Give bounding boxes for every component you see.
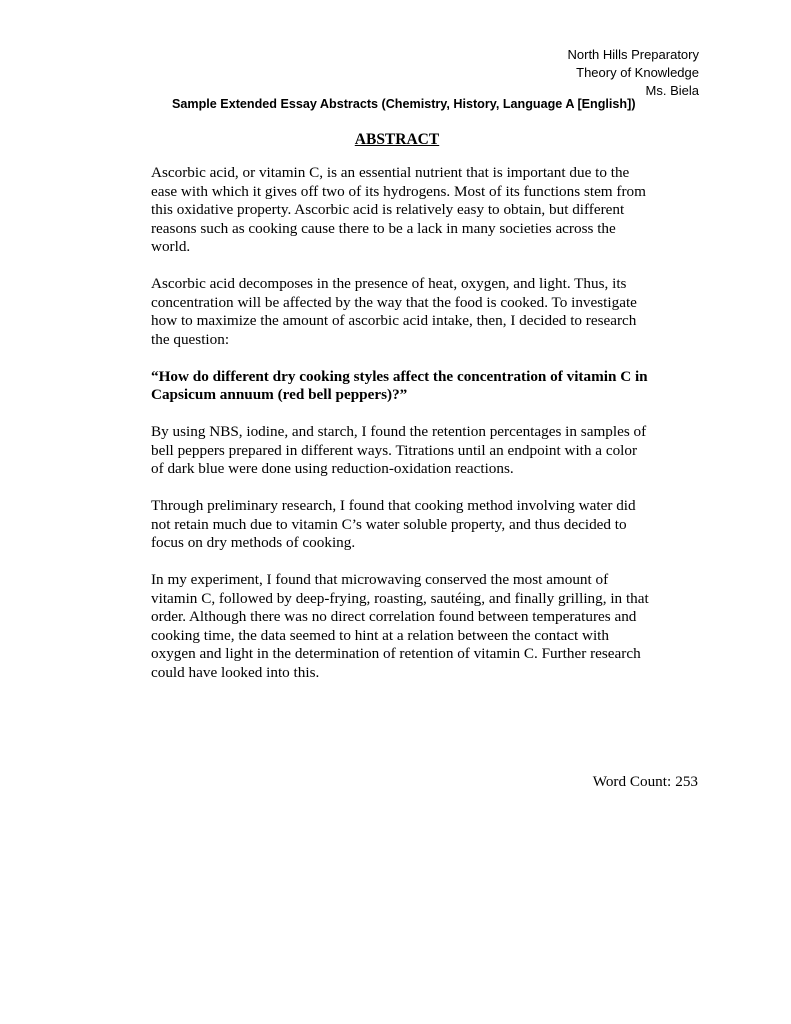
- abstract-title: ABSTRACT: [354, 131, 440, 148]
- document-header: [568, 46, 700, 100]
- paragraph-method: By using NBS, iodine, and starch, I found the retention percentages in samples of bell peppers prepared in different ways. Titrations until an endpoint with a color of dark blue were done using reduction-oxidation reactions.: [151, 423, 647, 477]
- word-count-value: 253: [675, 773, 698, 790]
- course-name: Theory of Knowledge: [576, 65, 699, 80]
- document-subtitle: Sample Extended Essay Abstracts (Chemistry, History, Language A [English]): [172, 97, 636, 111]
- school-name: North Hills Preparatory: [567, 47, 699, 62]
- word-count-label: Word Count:: [592, 773, 672, 790]
- teacher-name: Ms. Biela: [645, 83, 699, 98]
- word-count: [593, 773, 698, 791]
- paragraph-decomposition: Ascorbic acid decomposes in the presence of heat, oxygen, and light. Thus, its concentration will be affected by the way that the food is cooked. To investigate how to maximize the amount of ascorbic acid intake, then, I decided to research the question:: [151, 275, 637, 348]
- paragraph-intro: Ascorbic acid, or vitamin C, is an essential nutrient that is important due to the ease with which it gives off two of its hydrogens. Most of its functions stem from this oxidative property. Ascorbic acid is relatively easy to obtain, but different reasons such as cooking cause there to be a lack in many societies across the world.: [151, 164, 646, 255]
- paragraph-preliminary: Through preliminary research, I found that cooking method involving water did not retain much due to vitamin C’s water soluble property, and thus decided to focus on dry methods of cooking.: [151, 497, 636, 551]
- abstract-body: [151, 164, 651, 701]
- paragraph-results: In my experiment, I found that microwaving conserved the most amount of vitamin C, followed by deep-frying, roasting, sautéing, and finally grilling, in that order. Although there was no direct correlation found between temperatures and cooking time, the data seemed to hint at a relation between the contact with oxygen and light in the determination of retention of vitamin C. Further research could have looked into this.: [151, 571, 649, 681]
- research-question: “How do different dry cooking styles affect the concentration of vitamin C in Capsicum annuum (red bell peppers)?”: [151, 367, 648, 403]
